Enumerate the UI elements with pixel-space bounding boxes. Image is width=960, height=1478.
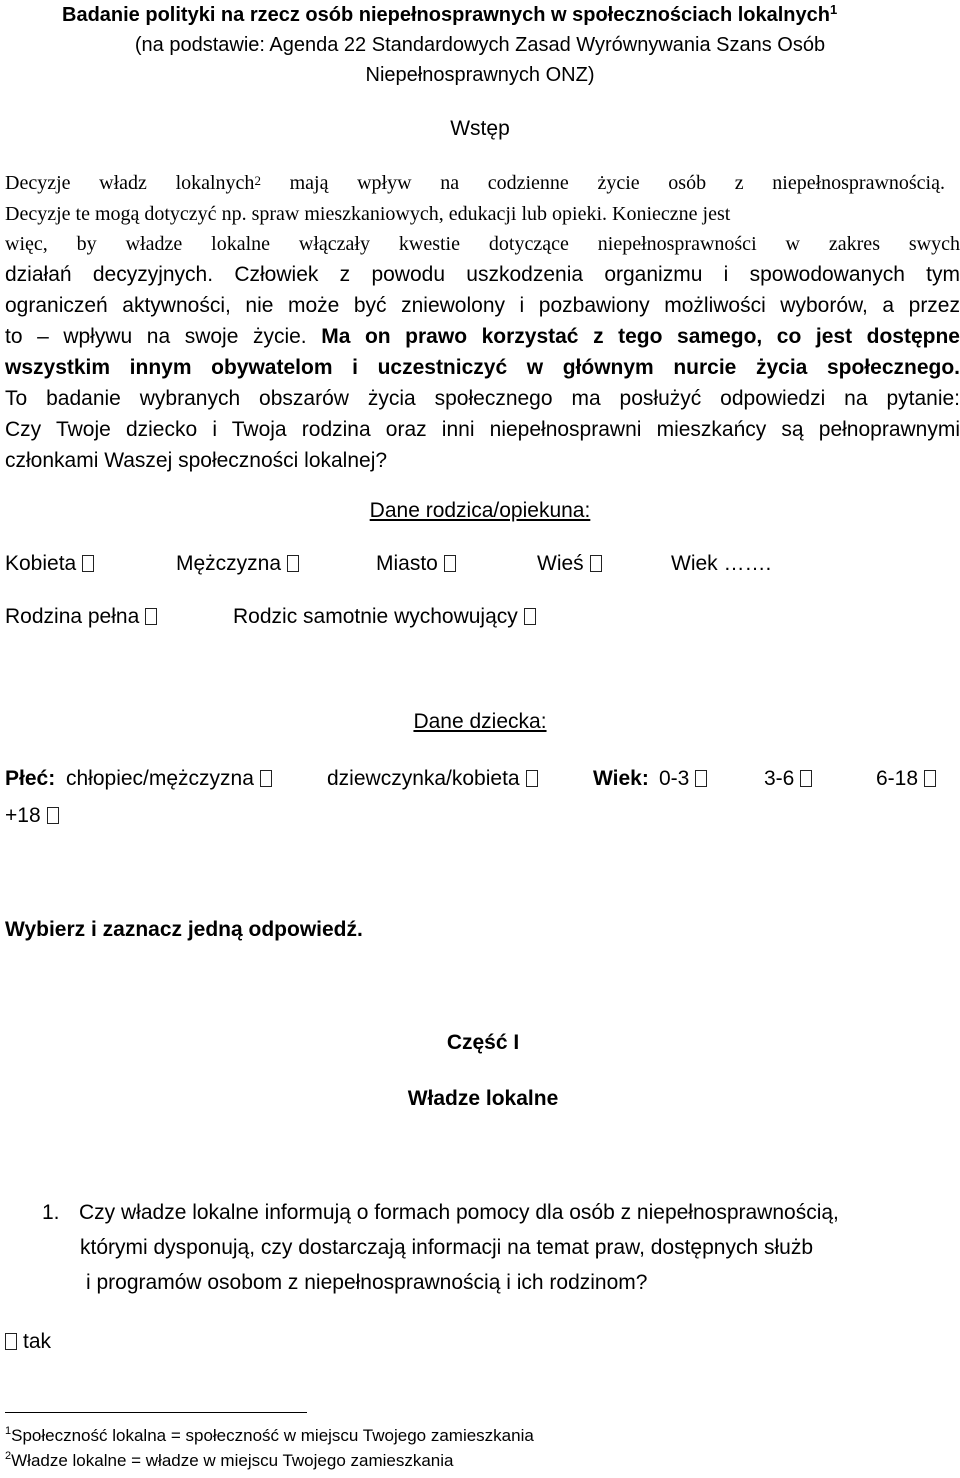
option-single-parent-label: Rodzic samotnie wychowujący bbox=[233, 605, 518, 628]
footnote-ref-2: 2 bbox=[254, 173, 261, 188]
option-female-label: Kobieta bbox=[5, 552, 77, 575]
intro-heading: Wstęp bbox=[450, 117, 510, 140]
intro-line-5: ograniczeń aktywności, nie może być zniewolony i pozbawiony możliwości wyborów, a przez bbox=[5, 294, 960, 317]
intro-line-3: więc, by władze lokalne włączały kwestie dotyczące niepełnosprawności w zakres swych bbox=[5, 233, 960, 255]
option-full-family[interactable] bbox=[5, 605, 157, 629]
footnote-2-text: Władze lokalne = władze w miejscu Twojego zamieszkania bbox=[11, 1451, 454, 1470]
option-city-label: Miasto bbox=[376, 552, 438, 575]
question-1-line1: Czy władze lokalne informują o formach pomocy dla osób z niepełnosprawnością, bbox=[79, 1201, 839, 1224]
option-city[interactable] bbox=[376, 552, 456, 576]
checkbox-icon[interactable] bbox=[260, 770, 272, 787]
answer-yes-option[interactable] bbox=[5, 1330, 51, 1354]
intro-line-4 bbox=[5, 260, 960, 290]
checkbox-icon[interactable] bbox=[695, 770, 707, 787]
intro-line-1b: mają wpływ na codzienne życie osób z niepełnosprawnością. bbox=[260, 172, 945, 194]
checkbox-icon[interactable] bbox=[444, 555, 456, 572]
option-age-0-3[interactable] bbox=[659, 767, 707, 791]
option-male[interactable] bbox=[176, 552, 299, 576]
checkbox-icon[interactable] bbox=[82, 555, 94, 572]
footnote-2-mark: 2 bbox=[5, 1450, 12, 1462]
intro-line-4b: Człowiek z powodu uszkodzenia organizmu i spowodowanych tym bbox=[213, 263, 960, 286]
document-title-text: Badanie polityki na rzecz osób niepełnosprawnych w społecznościach lokalnych bbox=[62, 4, 830, 26]
option-full-family-label: Rodzina pełna bbox=[5, 605, 140, 628]
question-1-line2: którymi dysponują, czy dostarczają informacji na temat praw, dostępnych służb bbox=[80, 1236, 814, 1259]
intro-line-2b: Konieczne jest bbox=[607, 203, 731, 225]
option-age-6-18[interactable] bbox=[876, 767, 936, 791]
intro-line-7: wszystkim innym obywatelom i uczestniczyć w głównym nurcie życia społecznego. bbox=[5, 356, 960, 379]
document-subtitle-line2: Niepełnosprawnych ONZ) bbox=[365, 64, 595, 86]
option-boy[interactable] bbox=[66, 767, 272, 791]
intro-line-2 bbox=[5, 199, 960, 229]
option-single-parent[interactable] bbox=[233, 605, 536, 629]
intro-line-1 bbox=[5, 168, 945, 198]
checkbox-icon[interactable] bbox=[47, 807, 59, 824]
question-1-line3: i programów osobom z niepełnosprawnością i ich rodzinom? bbox=[86, 1271, 648, 1294]
intro-line-2a: Decyzje te mogą dotyczyć np. spraw mieszkaniowych, edukacji lub opieki. bbox=[5, 203, 608, 225]
intro-line-4a: działań decyzyjnych. bbox=[5, 263, 214, 286]
footnote-separator bbox=[5, 1412, 307, 1413]
checkbox-icon[interactable] bbox=[924, 770, 936, 787]
part-label: Część I bbox=[446, 1031, 520, 1054]
document-title bbox=[62, 4, 837, 27]
intro-line-6a: to – wpływu na swoje życie. bbox=[5, 325, 307, 348]
footnote-2 bbox=[5, 1451, 454, 1471]
checkbox-icon[interactable] bbox=[526, 770, 538, 787]
option-age-18-plus[interactable] bbox=[5, 804, 59, 828]
option-girl-label: dziewczynka/kobieta bbox=[327, 767, 520, 790]
child-sex-label: Płeć: bbox=[5, 767, 56, 790]
option-age-3-6-label: 3-6 bbox=[764, 767, 795, 790]
question-1-number: 1. bbox=[42, 1201, 60, 1224]
footnote-1-mark: 1 bbox=[5, 1425, 12, 1437]
intro-line-1a: Decyzje władz lokalnych bbox=[5, 172, 255, 194]
checkbox-icon[interactable] bbox=[800, 770, 812, 787]
option-age-3-6[interactable] bbox=[764, 767, 812, 791]
checkbox-icon[interactable] bbox=[145, 608, 157, 625]
document-subtitle-line1: (na podstawie: Agenda 22 Standardowych Zasad Wyrównywania Szans Osób bbox=[134, 34, 826, 56]
option-village[interactable] bbox=[537, 552, 602, 576]
option-boy-label: chłopiec/mężczyzna bbox=[66, 767, 254, 790]
child-data-heading: Dane dziecka: bbox=[413, 710, 547, 733]
option-male-label: Mężczyzna bbox=[176, 552, 282, 575]
intro-line-9: Czy Twoje dziecko i Twoja rodzina oraz inni niepełnosprawni mieszkańcy są pełnoprawnymi bbox=[5, 418, 960, 441]
option-village-label: Wieś bbox=[537, 552, 584, 575]
option-age-6-18-label: 6-18 bbox=[876, 767, 919, 790]
intro-line-6 bbox=[5, 322, 960, 352]
intro-line-8: To badanie wybranych obszarów życia społecznego ma posłużyć odpowiedzi na pytanie: bbox=[5, 387, 960, 410]
option-girl[interactable] bbox=[327, 767, 538, 791]
footnote-ref-1: 1 bbox=[830, 2, 838, 17]
part-title: Władze lokalne bbox=[407, 1087, 559, 1110]
option-female[interactable] bbox=[5, 552, 94, 576]
footnote-1 bbox=[5, 1426, 534, 1446]
intro-line-6b: Ma on prawo korzystać z tego samego, co jest dostępne bbox=[306, 325, 960, 348]
intro-line-10: członkami Waszej społeczności lokalnej? bbox=[5, 449, 388, 472]
parent-data-heading: Dane rodzica/opiekuna: bbox=[369, 499, 591, 522]
checkbox-icon[interactable] bbox=[590, 555, 602, 572]
checkbox-icon[interactable] bbox=[5, 1333, 17, 1350]
checkbox-icon[interactable] bbox=[287, 555, 299, 572]
option-age-0-3-label: 0-3 bbox=[659, 767, 690, 790]
option-age-18-plus-label: +18 bbox=[5, 804, 41, 827]
footnote-1-text: Społeczność lokalna = społeczność w miejscu Twojego zamieszkania bbox=[11, 1426, 534, 1445]
child-age-label: Wiek: bbox=[593, 767, 649, 790]
answer-yes-label: tak bbox=[23, 1330, 52, 1353]
checkbox-icon[interactable] bbox=[524, 608, 536, 625]
instruction-text: Wybierz i zaznacz jedną odpowiedź. bbox=[5, 918, 363, 941]
field-parent-age[interactable]: Wiek ……. bbox=[671, 552, 772, 575]
